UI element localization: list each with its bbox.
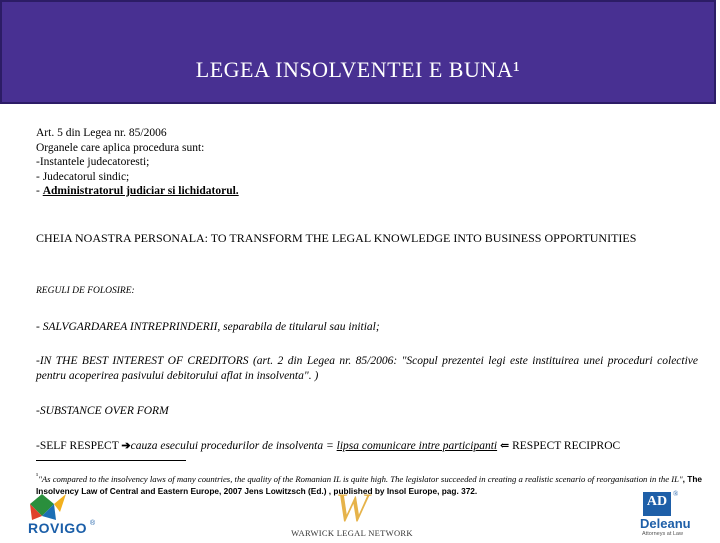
footnote-source: , The Insolvency Law of Central and Eastern Europe, 2007 Jens Lowitzsch (Ed.) , published by Insol Europe, pag. 372. bbox=[36, 473, 703, 496]
key-statement: CHEIA NOASTRA PERSONALA: TO TRANSFORM THE LEGAL KNOWLEDGE INTO BUSINESS OPPORTUNITIES bbox=[36, 231, 637, 245]
title-banner bbox=[0, 0, 716, 104]
deleanu-logo-text: Deleanu bbox=[640, 516, 691, 531]
rule-item-4-part3: RESPECT RECIPROC bbox=[509, 440, 621, 452]
deleanu-logo-mark: AD bbox=[646, 494, 668, 509]
legal-line-3: -Instantele judecatoresti; bbox=[36, 156, 150, 168]
deleanu-logo-reg: ® bbox=[673, 490, 679, 498]
legal-line-4: - Judecatorul sindic; bbox=[36, 170, 130, 183]
rovigo-logo-text: ROVIGO bbox=[28, 520, 88, 536]
warwick-legal-network-logo bbox=[286, 485, 418, 540]
rules-title: REGULI DE FOLOSIRE: bbox=[36, 286, 135, 296]
rule-item-4 bbox=[36, 439, 698, 454]
rule-item-1: - SALVGARDAREA INTREPRINDERII, separabila de titularul sau initial; bbox=[36, 321, 380, 333]
footnote-marker: ¹ bbox=[36, 472, 39, 480]
legal-line-5 bbox=[36, 184, 239, 199]
rule-item-4-underlined: lipsa comunicare intre participanti bbox=[336, 440, 498, 452]
rovigo-logo bbox=[20, 490, 100, 538]
rule-item-4-part2: cauza esecului procedurilor de insolventa = bbox=[130, 440, 337, 452]
legal-line-5-prefix: - bbox=[36, 185, 43, 197]
warwick-logo-mark: W bbox=[335, 485, 369, 530]
legal-line-5-underlined: Administratorul judiciar si lichidatorul. bbox=[42, 185, 239, 197]
slide-title: LEGEA INSOLVENTEI E BUNA¹ bbox=[195, 57, 521, 82]
legal-reference-block bbox=[36, 126, 239, 199]
rule-item-4-part1: -SELF RESPECT bbox=[36, 440, 122, 452]
arrow-right-icon: ➔ bbox=[121, 440, 131, 452]
footnote-divider bbox=[36, 460, 186, 461]
arrow-left-icon: ⇐ bbox=[499, 440, 510, 452]
deleanu-logo-subtext: Attorneys at Law bbox=[642, 531, 683, 537]
warwick-logo-text: WARWICK LEGAL NETWORK bbox=[291, 528, 413, 538]
legal-line-1: Art. 5 din Legea nr. 85/2006 bbox=[36, 127, 167, 139]
legal-line-2: Organele care aplica procedura sunt: bbox=[36, 141, 205, 154]
rule-item-2: -IN THE BEST INTEREST OF CREDITORS (art. 2 din Legea nr. 85/2006: "Scopul prezentei legi este instituirea unei proceduri colective pentru acoperirea pasivului debitorului aflat in insolventa". ) bbox=[36, 355, 698, 382]
rule-item-3: -SUBSTANCE OVER FORM bbox=[36, 405, 169, 417]
footnote-quote: "As compared to the insolvency laws of many countries, the quality of the Romanian IL is quite high. The legislator succeeded in creating a realistic scenario of reorganisation in the IL" bbox=[38, 473, 683, 484]
rovigo-logo-reg: ® bbox=[90, 520, 96, 527]
deleanu-logo bbox=[640, 488, 710, 540]
